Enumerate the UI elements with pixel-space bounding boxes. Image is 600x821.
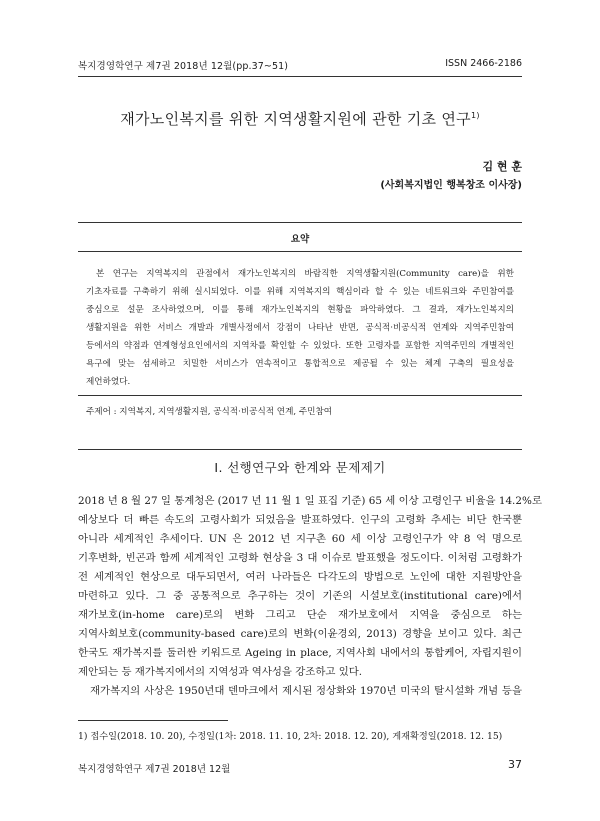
body-line: 예상보다 더 빠른 속도의 고령사회가 되었음을 발표하였다. 인구의 고령화 추세는 비단 한국뿐 [78, 514, 522, 526]
abstract-line: 등에서의 약점과 연계형성요인에서의 지역차를 확인할 수 있었다. 또한 고령자를 포함한 지역주민의 개별적인 [86, 341, 514, 351]
body-line: 재가보호(in-home care)로의 변화 그리고 단순 재가보호에서 지역을 중심으로 하는 [78, 609, 522, 621]
paper-title [78, 108, 522, 129]
body-line: 재가복지의 사상은 1950년대 덴마크에서 제시된 정상화와 1970년 미국의 탈시설화 개념 등을 [90, 685, 522, 697]
body-line: 기후변화, 빈곤과 함께 세계적인 고령화 현상을 3 대 이슈로 발표했을 정도이다. 이처럼 고령화가 [78, 552, 522, 564]
footnote: 1) 접수일(2018. 10. 20), 수정일(1차: 2018. 11. 10, 2차: 2018. 12. 20), 게재확정일(2018. 12. 15) [78, 731, 503, 742]
keywords: 주제어 : 지역복지, 지역생활지원, 공식적·비공식적 연계, 주민참여 [86, 407, 333, 417]
title-footnote-mark: 1) [470, 111, 480, 120]
body-line: 제안되는 등 재가복지에서의 지역성과 역사성을 강조하고 있다. [78, 666, 363, 678]
author-name: 김 현 훈 [482, 160, 522, 173]
body-line: 지역사회보호(community-based care)로의 변화(이윤경외, 2013) 경향을 보이고 있다. 최근 [78, 628, 522, 640]
footer-journal: 복지경영학연구 제7권 2018년 12월 [78, 764, 231, 775]
author-affiliation: (사회복지법인 행복창조 이사장) [380, 180, 522, 191]
body-line: 2018 년 8 월 27 일 통계청은 (2017 년 11 월 1 일 표집 기준) 65 세 이상 고령인구 비율을 14.2%로 [78, 495, 542, 507]
body-line: 전 세계적인 현상으로 대두되면서, 여러 나라들은 다각도의 방법으로 노인에 대한 지원방안을 [78, 571, 522, 583]
abstract-heading: 요약 [290, 234, 310, 245]
body-line: 마련하고 있다. 그 중 공통적으로 추구하는 것이 기존의 시설보호(institutional care)에서 [78, 590, 522, 602]
abstract-line: 제언하였다. [86, 377, 131, 387]
page-number: 37 [508, 758, 522, 771]
section-heading: Ⅰ. 선행연구와 한계와 문제제기 [214, 460, 386, 475]
abstract-heading-rule [78, 251, 522, 252]
keywords-rule [78, 395, 522, 396]
running-header-journal: 복지경영학연구 제7권 2018년 12월(pp.37~51) [78, 61, 289, 72]
paper-title-text: 재가노인복지를 위한 지역생활지원에 관한 기초 연구 [120, 110, 471, 128]
abstract-line: 중심으로 설문 조사하였으며, 이를 통해 재가노인복지의 현황을 파악하였다. 그 결과, 재가노인복지의 [86, 305, 514, 315]
footnote-rule [78, 720, 228, 721]
abstract-line: 기초자료를 구축하기 위해 실시되었다. 이를 위해 지역복지의 핵심이라 할 수 있는 네트워크와 주민참여를 [86, 287, 514, 297]
abstract-line: 욕구에 맞는 섬세하고 치밀한 서비스가 연속적이고 통합적으로 제공될 수 있는 체계 구축의 필요성을 [86, 359, 514, 369]
abstract-line: 생활지원을 위한 서비스 개발과 개별사정에서 강점이 나타난 반면, 공식적·비공식적 연계와 지역주민참여 [86, 323, 514, 333]
body-line: 한국도 재가복지를 둘러싼 키워드로 Ageing in place, 지역사회 내에서의 통합케어, 자립지원이 [78, 647, 522, 659]
abstract-box [78, 222, 522, 450]
header-rule [78, 76, 522, 77]
abstract-line: 본 연구는 지역복지의 관점에서 재가노인복지의 바람직한 지역생활지원(Community care)을 위한 [96, 269, 514, 279]
running-header-issn: ISSN 2466-2186 [445, 58, 522, 69]
body-line: 아니라 세계적인 추세이다. UN 은 2012 년 지구촌 60 세 이상 고령인구가 약 8 억 명으로 [78, 533, 522, 545]
